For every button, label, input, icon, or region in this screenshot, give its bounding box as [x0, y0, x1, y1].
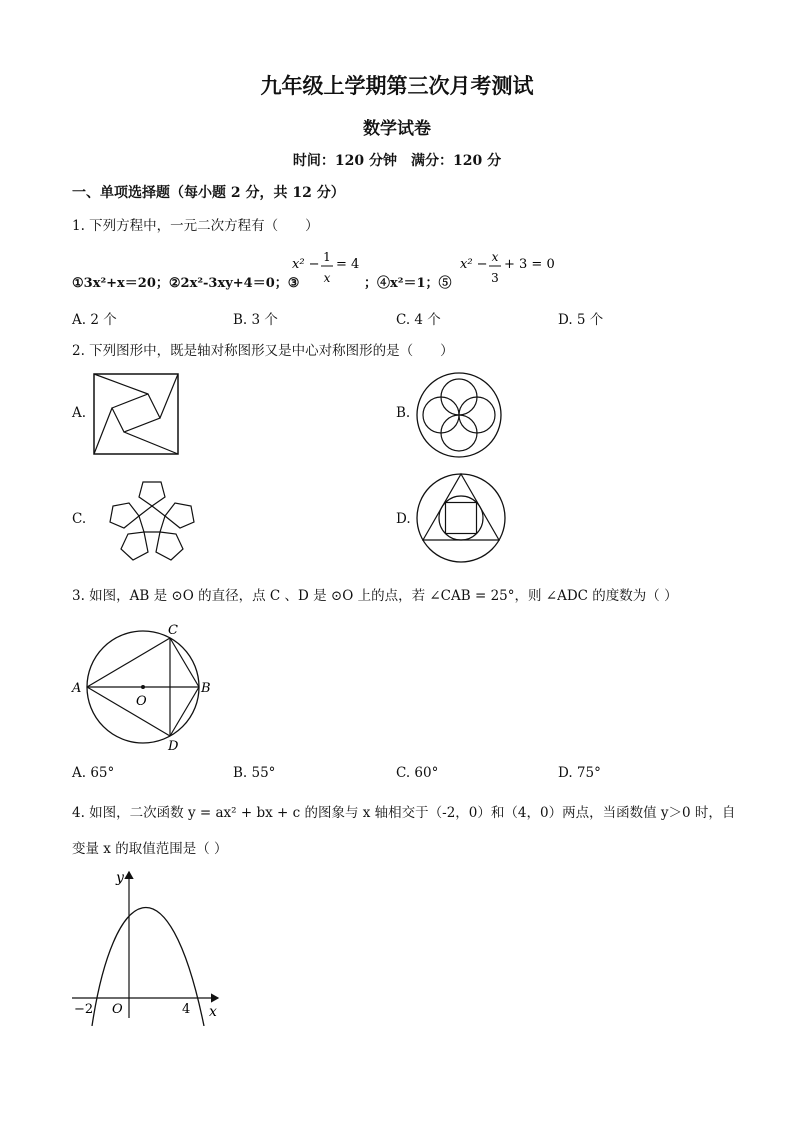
- q3-label-o: O: [136, 694, 147, 709]
- q3-label-c: C: [168, 623, 178, 638]
- q1-fraction-eq3: [290, 246, 362, 290]
- q3-option-b[interactable]: B. 55°: [233, 765, 276, 781]
- q1-option-c[interactable]: C. 4 个: [396, 312, 441, 328]
- q3-label-b: B: [201, 681, 211, 696]
- q1-eq3-lhs: x² −: [292, 257, 320, 272]
- q2-figure-a: [92, 372, 180, 456]
- q4-stem-line2: 变量 x 的取值范围是（ ）: [72, 841, 228, 857]
- q1-option-d[interactable]: D. 5 个: [558, 312, 604, 328]
- section-heading: 一、单项选择题（每小题 2 分，共 12 分）: [72, 185, 345, 201]
- q3-chord-db: [170, 687, 199, 736]
- q3-figure: [70, 618, 220, 754]
- q4-y-label: y: [116, 870, 124, 886]
- q1-eq5-lhs: x² −: [460, 257, 488, 272]
- q3-option-d[interactable]: D. 75°: [558, 765, 601, 781]
- page-subtitle: 数学试卷: [363, 119, 431, 139]
- q1-fraction-eq5: [458, 246, 558, 290]
- q4-stem-line1: 4. 如图，二次函数 y = ax² + bx + c 的图象与 x 轴相交于（-2，0）和（4，0）两点，当函数值 y＞0 时，自: [72, 805, 736, 821]
- q3-option-c[interactable]: C. 60°: [396, 765, 439, 781]
- page-title: 九年级上学期第三次月考测试: [260, 73, 534, 98]
- q3-label-a: A: [72, 681, 82, 696]
- q3-chord-cb: [170, 638, 199, 687]
- q3-chord-ac: [87, 638, 170, 687]
- q3-stem: 3. 如图，AB 是 ⊙O 的直径，点 C 、D 是 ⊙O 上的点，若 ∠CAB = 25°，则 ∠ADC 的度数为（ ）: [72, 588, 678, 604]
- q1-eq5-den: 3: [491, 271, 499, 285]
- q2-label-a[interactable]: A.: [72, 405, 87, 421]
- q3-chord-ad: [87, 687, 170, 736]
- q2-label-c[interactable]: C.: [72, 511, 87, 527]
- q2-label-d[interactable]: D.: [396, 511, 411, 527]
- q1-equations-part2: ；④x²＝1；⑤: [364, 276, 452, 291]
- q1-eq5-rhs: + 3 = 0: [504, 257, 555, 272]
- q2-figure-d: [415, 472, 507, 564]
- q1-eq3-num: 1: [323, 250, 331, 264]
- q3-center-dot: [141, 685, 145, 689]
- q1-stem: 1. 下列方程中，一元二次方程有（ ）: [72, 218, 319, 234]
- q4-left-root-label: −2: [74, 1002, 94, 1017]
- q3-option-a[interactable]: A. 65°: [72, 765, 115, 781]
- q4-x-label: x: [209, 1004, 217, 1020]
- q2-label-b[interactable]: B.: [396, 405, 411, 421]
- q4-graph: [68, 866, 228, 1026]
- q2-stem: 2. 下列图形中，既是轴对称图形又是中心对称图形的是（ ）: [72, 343, 454, 359]
- q1-eq5-num: x: [491, 250, 499, 264]
- q2-figure-b: [414, 370, 504, 460]
- q1-option-b[interactable]: B. 3 个: [233, 312, 278, 328]
- q1-equations-part1: ①3x²+x＝20；②2x²-3xy+4＝0；③: [72, 276, 300, 291]
- exam-info: 时间：120 分钟 满分：120 分: [292, 153, 502, 169]
- q2-figure-c: [90, 472, 214, 564]
- q3-label-d: D: [168, 739, 179, 754]
- q4-origin-label: O: [112, 1002, 123, 1017]
- q1-eq3-den: x: [323, 271, 331, 285]
- q4-right-root-label: 4: [182, 1002, 191, 1017]
- q1-option-a[interactable]: A. 2 个: [72, 312, 117, 328]
- q1-eq3-rhs: = 4: [336, 257, 360, 272]
